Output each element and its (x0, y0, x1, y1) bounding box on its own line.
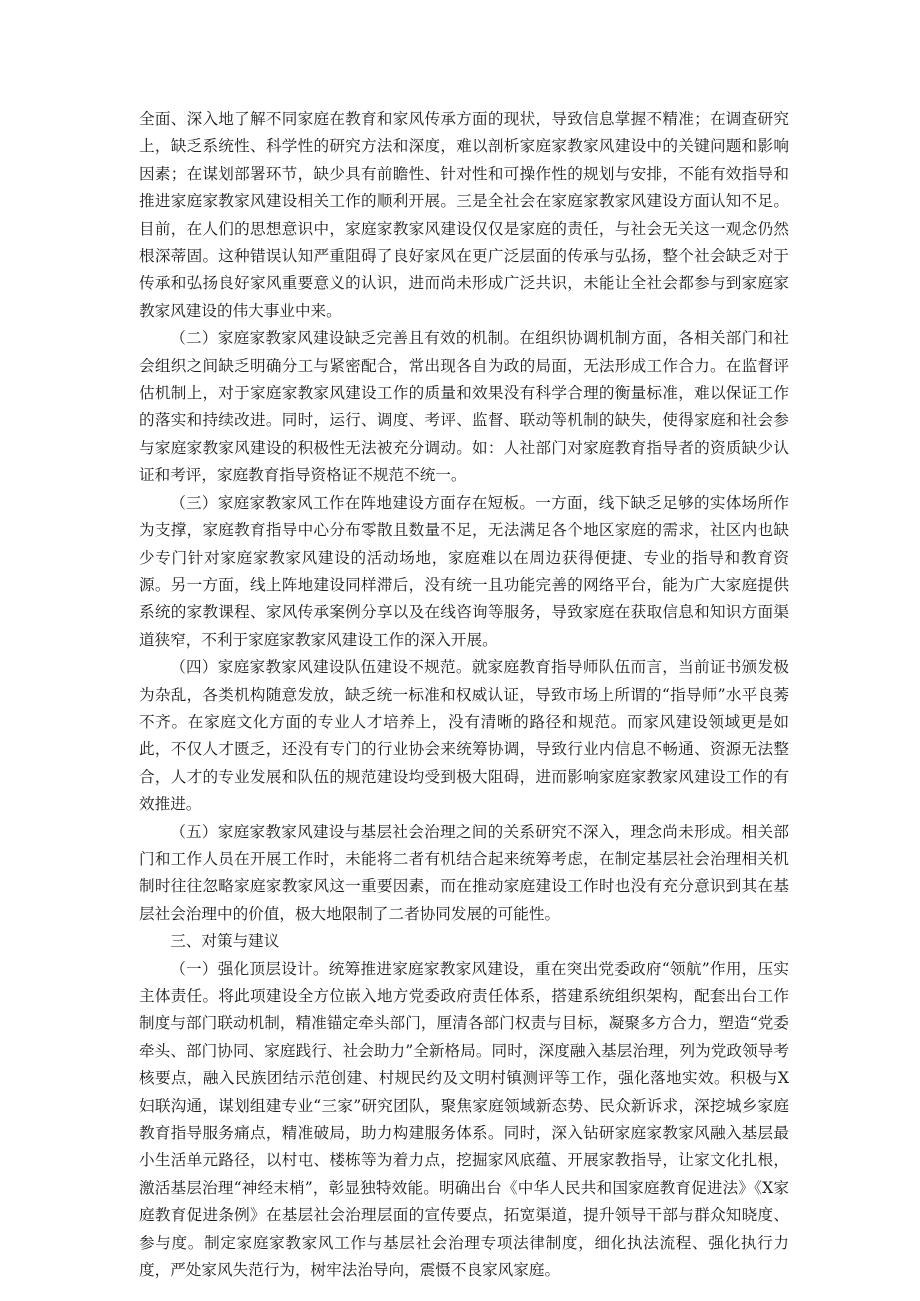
section-heading-countermeasures: 三、对策与建议 (170, 932, 280, 951)
paragraph-venue: （三）家庭家教家风工作在阵地建设方面存在短板。一方面，线下缺乏足够的实体场所作为支撑，家庭教育指导中心分布零散且数量不足，无法满足各个地区家庭的需求，社区内也缺少专门针对家庭家教家风建设的活动场地，家庭难以在周边获得便捷、专业的指导和教育资源。另一方面，线上阵地建设同样滞后，没有统一且功能完善的网络平台，能为广大家庭提供系统的家教课程、家风传承案例分享以及在线咨询等服务，导致家庭在获取信息和知识方面渠道狭窄，不利于家庭家教家风建设工作的深入开展。 (139, 493, 789, 649)
paragraph-team: （四）家庭家教家风建设队伍建设不规范。就家庭教育指导师队伍而言，当前证书颁发极为杂乱，各类机构随意发放，缺乏统一标准和权威认证，导致市场上所谓的“指导师”水平良莠不齐。在家庭文化方面的专业人才培养上，没有清晰的路径和规范。而家风建设领域更是如此，不仅人才匮乏，还没有专门的行业协会来统筹协调，导致行业内信息不畅通、资源无法整合，人才的专业发展和队伍的规范建设均受到极大阻碍，进而影响家庭家教家风建设工作的有效推进。 (139, 658, 789, 814)
document-body (139, 106, 789, 1284)
paragraph-mechanism: （二）家庭家教家风建设缺乏完善且有效的机制。在组织协调机制方面，各相关部门和社会组织之间缺乏明确分工与紧密配合，常出现各自为政的局面，无法形成工作合力。在监督评估机制上，对于家庭家教家风建设工作的质量和效果没有科学合理的衡量标准，难以保证工作的落实和持续改进。同时，运行、调度、考评、监督、联动等机制的缺失，使得家庭和社会参与家庭家教家风建设的积极性无法被充分调动。如：人社部门对家庭教育指导者的资质缺少认证和考评，家庭教育指导资格证不规范不统一。 (139, 329, 789, 485)
paragraph-top-design: （一）强化顶层设计。统筹推进家庭家教家风建设，重在突出党委政府“领航”作用，压实主体责任。将此项建设全方位嵌入地方党委政府责任体系，搭建系统组织架构，配套出台工作制度与部门联动机制，精准锚定牵头部门，厘清各部门权责与目标，凝聚多方合力，塑造“党委牵头、部门协同、家庭践行、社会助力”全新格局。同时，深度融入基层治理，列为党政领导考核要点，融入民族团结示范创建、村规民约及文明村镇测评等工作，强化落地实效。积极与X妇联沟通，谋划组建专业“三家”研究团队，聚焦家庭领域新态势、民众新诉求，深挖城乡家庭教育指导服务痛点，精准破局，助力构建服务体系。同时，深入钻研家庭家教家风融入基层最小生活单元路径，以村屯、楼栋等为着力点，挖掘家风底蕴、开展家教指导，让家文化扎根，激活基层治理“神经末梢”，彰显独特效能。明确出台《中华人民共和国家庭教育促进法》《X家庭教育促进条例》在基层社会治理层面的宣传要点，拓宽渠道，提升领导干部与群众知晓度、参与度。制定家庭家教家风工作与基层社会治理专项法律制度，细化执法流程、强化执行力度，严处家风失范行为，树牢法治导向，震慑不良家风家庭。 (139, 959, 789, 1280)
paragraph-governance: （五）家庭家教家风建设与基层社会治理之间的关系研究不深入，理念尚未形成。相关部门和工作人员在开展工作时，未能将二者有机结合起来统筹考虑，在制定基层社会治理相关机制时往往忽略家庭家教家风这一重要因素，而在推动家庭建设工作时也没有充分意识到其在基层社会治理中的价值，极大地限制了二者协同发展的可能性。 (139, 822, 789, 923)
paragraph-continuation: 全面、深入地了解不同家庭在教育和家风传承方面的现状，导致信息掌握不精准；在调查研究上，缺乏系统性、科学性的研究方法和深度，难以剖析家庭家教家风建设中的关键问题和影响因素；在谋划部署环节，缺少具有前瞻性、针对性和可操作性的规划与安排，不能有效指导和推进家庭家教家风建设相关工作的顺利开展。三是全社会在家庭家教家风建设方面认知不足。目前，在人们的思想意识中，家庭家教家风建设仅仅是家庭的责任，与社会无关这一观念仍然根深蒂固。这种错误认知严重阻碍了良好家风在更广泛层面的传承与弘扬，整个社会缺乏对于传承和弘扬良好家风重要意义的认识，进而尚未形成广泛共识，未能让全社会都参与到家庭家教家风建设的伟大事业中来。 (139, 110, 789, 320)
